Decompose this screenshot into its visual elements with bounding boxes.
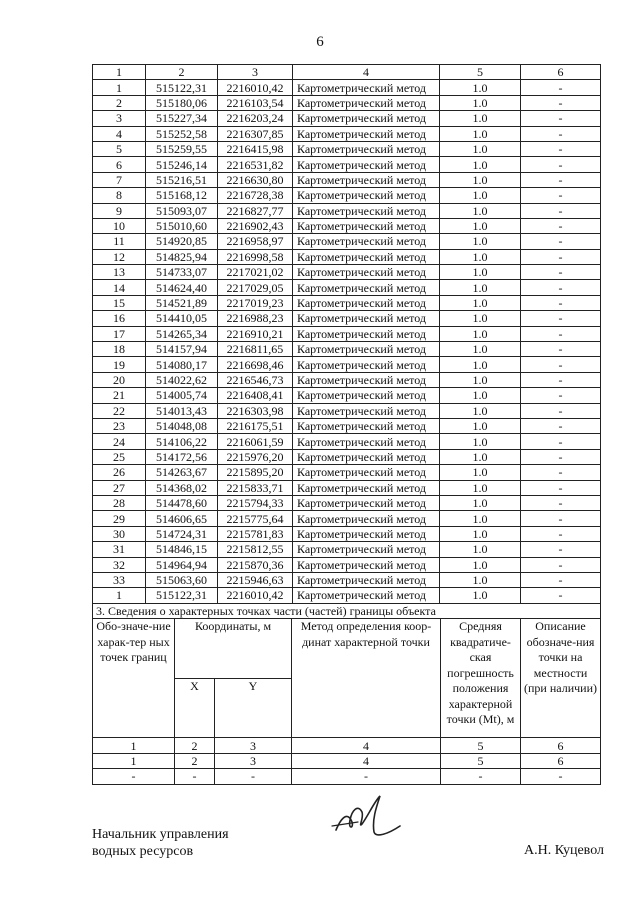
table-cell: 515063,60 [146,572,218,587]
table-cell: Картометрический метод [293,372,440,387]
table-cell: - [521,218,601,233]
table-cell: Картометрический метод [293,480,440,495]
table-cell: 514724,31 [146,526,218,541]
table-cell: 32 [93,557,146,572]
table-cell: 1 [93,738,175,753]
table-cell: 515122,31 [146,588,218,603]
table-cell: Картометрический метод [293,495,440,510]
table-cell: 28 [93,495,146,510]
table-cell: - [292,769,441,784]
numbering-row [93,738,601,753]
table-row [93,434,601,449]
table-cell: - [521,157,601,172]
table-cell: 1 [93,65,146,80]
col-y-header: Y [215,678,292,738]
table-cell: 1.0 [440,342,521,357]
table-cell: Картометрический метод [293,141,440,156]
table-row [93,126,601,141]
table-cell: Картометрический метод [293,342,440,357]
table-row [93,557,601,572]
table-cell: 5 [93,141,146,156]
table-cell: 3 [215,753,292,768]
table-cell: 2217019,23 [218,295,293,310]
table-cell: 514521,89 [146,295,218,310]
position-line2: водных ресурсов [92,844,194,859]
table-cell: 2216902,43 [218,218,293,233]
table-row [93,157,601,172]
table-cell: 1.0 [440,465,521,480]
table-cell: 515246,14 [146,157,218,172]
table-cell: - [521,434,601,449]
table-cell: Картометрический метод [293,203,440,218]
table-cell: Картометрический метод [293,126,440,141]
table-cell: 1.0 [440,172,521,187]
table-cell: - [521,295,601,310]
table-cell: 514048,08 [146,418,218,433]
table-cell: 2216010,42 [218,588,293,603]
table-cell: 515216,51 [146,172,218,187]
table-cell: 514624,40 [146,280,218,295]
table-cell: - [521,111,601,126]
table-cell: 1.0 [440,157,521,172]
table-cell: - [521,342,601,357]
header-row [93,65,601,80]
table-cell: Картометрический метод [293,295,440,310]
table-cell: 514157,94 [146,342,218,357]
table-cell: 2215870,36 [218,557,293,572]
table-cell: Картометрический метод [293,172,440,187]
table-row [93,311,601,326]
table-cell: 1 [93,80,146,95]
table-cell: - [521,557,601,572]
table-cell: 13 [93,265,146,280]
table-cell: Картометрический метод [293,311,440,326]
col-coords-header: Координаты, м [175,619,292,679]
col-method-header: Метод определения коор-динат характерной точки [292,619,441,738]
table-cell: 1.0 [440,572,521,587]
table-cell: - [521,511,601,526]
table-cell: 1.0 [440,511,521,526]
table-cell: 1.0 [440,95,521,110]
table-cell: 2216827,77 [218,203,293,218]
table-cell: - [521,126,601,141]
table-cell: 24 [93,434,146,449]
table-cell: 2217029,05 [218,280,293,295]
table-cell: - [521,572,601,587]
table-row [93,203,601,218]
table-row [93,542,601,557]
table-row [93,280,601,295]
table-cell: 29 [93,511,146,526]
table-cell: 17 [93,326,146,341]
table-row [93,95,601,110]
table-cell: 1.0 [440,80,521,95]
table-cell: 16 [93,311,146,326]
table-cell: 514013,43 [146,403,218,418]
table-cell: 2215895,20 [218,465,293,480]
table-row [93,465,601,480]
table-cell: - [521,203,601,218]
handwritten-signature [328,786,408,842]
table-cell: 514478,60 [146,495,218,510]
col-x-header: X [175,678,215,738]
table-cell: 1.0 [440,372,521,387]
table-cell: 2216203,24 [218,111,293,126]
table-cell: 515180,06 [146,95,218,110]
table-cell: Картометрический метод [293,557,440,572]
table-cell: 2216010,42 [218,80,293,95]
table-row [93,326,601,341]
table-cell: 515122,31 [146,80,218,95]
table-row [93,249,601,264]
table-cell: 2 [146,65,218,80]
table-cell: 1 [93,588,146,603]
table-cell: 26 [93,465,146,480]
table-cell: 514080,17 [146,357,218,372]
table-row [93,295,601,310]
table-row [93,357,601,372]
table-cell: 1.0 [440,295,521,310]
table-row [93,480,601,495]
table-cell: Картометрический метод [293,218,440,233]
table-row [93,403,601,418]
table-cell: 2216061,59 [218,434,293,449]
table-cell: 514920,85 [146,234,218,249]
col-accuracy-header: Средняя квадратиче-ская погрешность положения характерной точки (Mt), м [441,619,521,738]
table-cell: 515252,58 [146,126,218,141]
table-cell: 15 [93,295,146,310]
table-cell: 1.0 [440,449,521,464]
table-cell: 1 [93,753,175,768]
table-cell: Картометрический метод [293,157,440,172]
table-cell: 2215812,55 [218,542,293,557]
table-row [93,526,601,541]
table-cell: 1.0 [440,388,521,403]
signatory-name: А.Н. Куцевол [523,843,604,858]
table-row [93,588,601,603]
table-cell: 1.0 [440,526,521,541]
table-cell: - [441,769,521,784]
table-row [93,172,601,187]
table-cell: 2216698,46 [218,357,293,372]
table-cell: 515010,60 [146,218,218,233]
table-cell: 1.0 [440,357,521,372]
table-cell: - [521,280,601,295]
empty-row [93,769,601,784]
table-cell: 514846,15 [146,542,218,557]
table-cell: 3 [93,111,146,126]
table-cell: - [175,769,215,784]
table-cell: 5 [440,65,521,80]
table-cell: Картометрический метод [293,326,440,341]
table-cell: 2216811,65 [218,342,293,357]
table-cell: 3 [218,65,293,80]
section3-title: 3. Сведения о характерных точках части (частей) границы объекта [93,604,601,619]
position-line1: Начальник управления [92,827,229,842]
table-cell: Картометрический метод [293,357,440,372]
table-cell: 1.0 [440,326,521,341]
table-cell: 9 [93,203,146,218]
table-cell: Картометрический метод [293,465,440,480]
table-cell: Картометрический метод [293,526,440,541]
col-description-header: Описание обозначе-ния точки на местности (при наличии) [521,619,601,738]
table-cell: 514368,02 [146,480,218,495]
table-cell: 1.0 [440,588,521,603]
table-cell: 1.0 [440,234,521,249]
table-cell: - [521,188,601,203]
signatory-position [92,826,229,860]
table-row [93,388,601,403]
table-cell: - [215,769,292,784]
table-cell: 514106,22 [146,434,218,449]
table-cell: 1.0 [440,111,521,126]
table-cell: Картометрический метод [293,188,440,203]
table-row [93,511,601,526]
table-cell: 1.0 [440,280,521,295]
table-cell: 514964,94 [146,557,218,572]
table-cell: 30 [93,526,146,541]
table-cell: Картометрический метод [293,249,440,264]
table-cell: 22 [93,403,146,418]
table-cell: 1.0 [440,203,521,218]
table-cell: 31 [93,542,146,557]
table-row [93,449,601,464]
table-cell: 2215775,64 [218,511,293,526]
table-cell: 2215833,71 [218,480,293,495]
table-cell: 2216958,97 [218,234,293,249]
table-cell: 2216103,54 [218,95,293,110]
table-cell: 1.0 [440,311,521,326]
table-cell: Картометрический метод [293,511,440,526]
table-cell: - [521,449,601,464]
table-cell: - [521,388,601,403]
table-cell: - [521,234,601,249]
table-row [93,418,601,433]
table-cell: 2216303,98 [218,403,293,418]
table-row [93,80,601,95]
table-cell: - [521,769,601,784]
table-cell: - [521,372,601,387]
table-cell: 2216531,82 [218,157,293,172]
col-point-header: Обо-значе-ние харак-тер ных точек границ [93,619,175,738]
table-cell: 2216175,51 [218,418,293,433]
table-cell: 2216728,38 [218,188,293,203]
table-cell: 515227,34 [146,111,218,126]
table-cell: - [521,542,601,557]
table-cell: - [521,480,601,495]
table-cell: Картометрический метод [293,403,440,418]
table-cell: - [521,172,601,187]
table-cell: 1.0 [440,141,521,156]
table-cell: - [521,249,601,264]
table-row [93,342,601,357]
table-cell: Картометрический метод [293,95,440,110]
table-cell: 4 [292,738,441,753]
table-cell: - [93,769,175,784]
table-cell: 2 [93,95,146,110]
table-cell: - [521,141,601,156]
table-cell: 2216546,73 [218,372,293,387]
table-cell: 10 [93,218,146,233]
table-cell: 1.0 [440,218,521,233]
table-cell: 1.0 [440,542,521,557]
table-cell: 514022,62 [146,372,218,387]
table-cell: - [521,403,601,418]
table-cell: 14 [93,280,146,295]
table-row [93,234,601,249]
table-cell: 33 [93,572,146,587]
table-cell: Картометрический метод [293,542,440,557]
table-cell: 2216408,41 [218,388,293,403]
table-cell: 23 [93,418,146,433]
table-cell: 2216998,58 [218,249,293,264]
table-cell: 514172,56 [146,449,218,464]
table-cell: 18 [93,342,146,357]
table-cell: 2216910,21 [218,326,293,341]
table-row [93,372,601,387]
table-cell: Картометрический метод [293,80,440,95]
table-cell: 4 [293,65,440,80]
table-cell: - [521,357,601,372]
table-cell: Картометрический метод [293,111,440,126]
table-cell: 4 [292,753,441,768]
table-cell: 25 [93,449,146,464]
table-cell: 515093,07 [146,203,218,218]
table-cell: 27 [93,480,146,495]
table-row [93,188,601,203]
table-cell: Картометрический метод [293,280,440,295]
table-cell: 2215794,33 [218,495,293,510]
table-cell: 514733,07 [146,265,218,280]
table-cell: 1.0 [440,418,521,433]
table-cell: 2216415,98 [218,141,293,156]
table-cell: 2215976,20 [218,449,293,464]
table-cell: - [521,311,601,326]
table-cell: 1.0 [440,557,521,572]
table-cell: 514263,67 [146,465,218,480]
table-cell: 4 [93,126,146,141]
table-cell: 514410,05 [146,311,218,326]
table-cell: - [521,465,601,480]
table-cell: - [521,495,601,510]
table-row [93,572,601,587]
table-cell: - [521,588,601,603]
coordinates-table [92,64,601,604]
table-cell: 1.0 [440,265,521,280]
table-cell: 7 [93,172,146,187]
table-cell: 1.0 [440,434,521,449]
table-cell: 1.0 [440,188,521,203]
table-cell: 515259,55 [146,141,218,156]
table-cell: 21 [93,388,146,403]
table-cell: 12 [93,249,146,264]
table-cell: 5 [441,753,521,768]
table-cell: 19 [93,357,146,372]
table-cell: Картометрический метод [293,449,440,464]
table-cell: - [521,80,601,95]
table-cell: 8 [93,188,146,203]
table-cell: - [521,418,601,433]
table-cell: 2215946,63 [218,572,293,587]
numbering-row [93,753,601,768]
table-cell: 514825,94 [146,249,218,264]
section3-table [92,603,601,785]
table-cell: 2216307,85 [218,126,293,141]
table-cell: Картометрический метод [293,234,440,249]
table-cell: 6 [521,738,601,753]
table-cell: - [521,265,601,280]
table-cell: 1.0 [440,403,521,418]
table-cell: 2216988,23 [218,311,293,326]
table-cell: 514005,74 [146,388,218,403]
table-row [93,265,601,280]
table-row [93,111,601,126]
table-cell: Картометрический метод [293,434,440,449]
table-cell: 515168,12 [146,188,218,203]
table-cell: 2216630,80 [218,172,293,187]
table-cell: 514265,34 [146,326,218,341]
table-cell: 1.0 [440,126,521,141]
table-cell: 6 [93,157,146,172]
table-cell: 20 [93,372,146,387]
table-cell: 11 [93,234,146,249]
table-cell: 2217021,02 [218,265,293,280]
table-cell: 1.0 [440,495,521,510]
table-cell: 1.0 [440,249,521,264]
table-cell: Картометрический метод [293,572,440,587]
page-number: 6 [316,34,324,50]
table-cell: 2 [175,738,215,753]
table-cell: 2 [175,753,215,768]
table-cell: - [521,95,601,110]
table-cell: 514606,65 [146,511,218,526]
table-cell: 1.0 [440,480,521,495]
table-row [93,495,601,510]
table-cell: Картометрический метод [293,588,440,603]
table-cell: 6 [521,65,601,80]
table-cell: 3 [215,738,292,753]
table-cell: Картометрический метод [293,265,440,280]
table-cell: Картометрический метод [293,418,440,433]
table-cell: Картометрический метод [293,388,440,403]
table-cell: - [521,326,601,341]
table-cell: 6 [521,753,601,768]
table-cell: 2215781,83 [218,526,293,541]
table-cell: - [521,526,601,541]
table-cell: 5 [441,738,521,753]
table-row [93,141,601,156]
table-row [93,218,601,233]
